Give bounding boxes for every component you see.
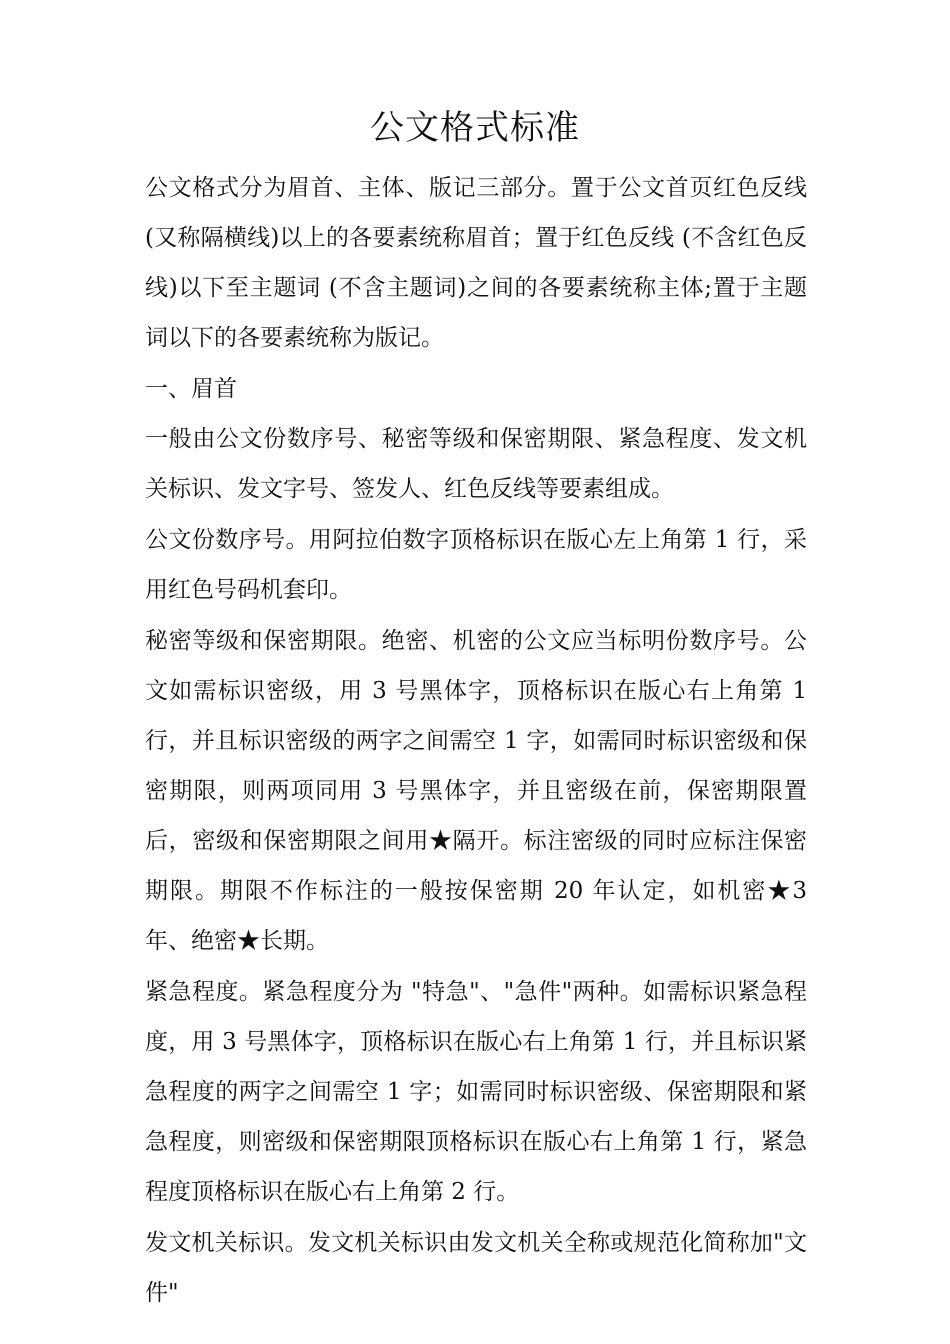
intro-paragraph: 公文格式分为眉首、主体、版记三部分。置于公文首页红色反线 (又称隔横线)以上的各要素统称眉首；置于红色反线 (不含红色反线)以下至主题词 (不含主题词)之间的各要素统称主体;置于主题词以下的各要素统称为版记。	[145, 175, 807, 351]
document-body	[145, 163, 807, 1319]
copy-number-paragraph: 公文份数序号。用阿拉伯数字顶格标识在版心左上角第 1 行，采用红色号码机套印。	[145, 527, 807, 603]
document-title: 公文格式标准	[370, 108, 580, 148]
issuing-authority-paragraph: 发文机关标识。发文机关标识由发文机关全称或规范化简称加"文件"	[145, 1230, 807, 1306]
section-heading-meishou: 一、眉首	[145, 376, 237, 402]
secrecy-level-paragraph: 秘密等级和保密期限。绝密、机密的公文应当标明份数序号。公文如需标识密级，用 3 号黑体字，顶格标识在版心右上角第 1 行，并且标识密级的两字之间需空 1 字，如需同时标识密级和保密期限，则两项同用 3 号黑体字，并且密级在前，保密期限置后，密级和保密期限之间用★隔开。标注密级的同时应标注保密期限。期限不作标注的一般按保密期 20 年认定，如机密★3 年、绝密★长期。	[145, 628, 807, 954]
meishou-elements-paragraph: 一般由公文份数序号、秘密等级和保密期限、紧急程度、发文机关标识、发文字号、签发人、红色反线等要素组成。	[145, 426, 807, 502]
urgency-paragraph: 紧急程度。紧急程度分为 "特急"、"急件"两种。如需标识紧急程度，用 3 号黑体字，顶格标识在版心右上角第 1 行，并且标识紧急程度的两字之间需空 1 字；如需同时标识密级、保密期限和紧急程度，则密级和保密期限顶格标识在版心右上角第 1 行，紧急程度顶格标识在版心右上角第 2 行。	[145, 979, 807, 1205]
